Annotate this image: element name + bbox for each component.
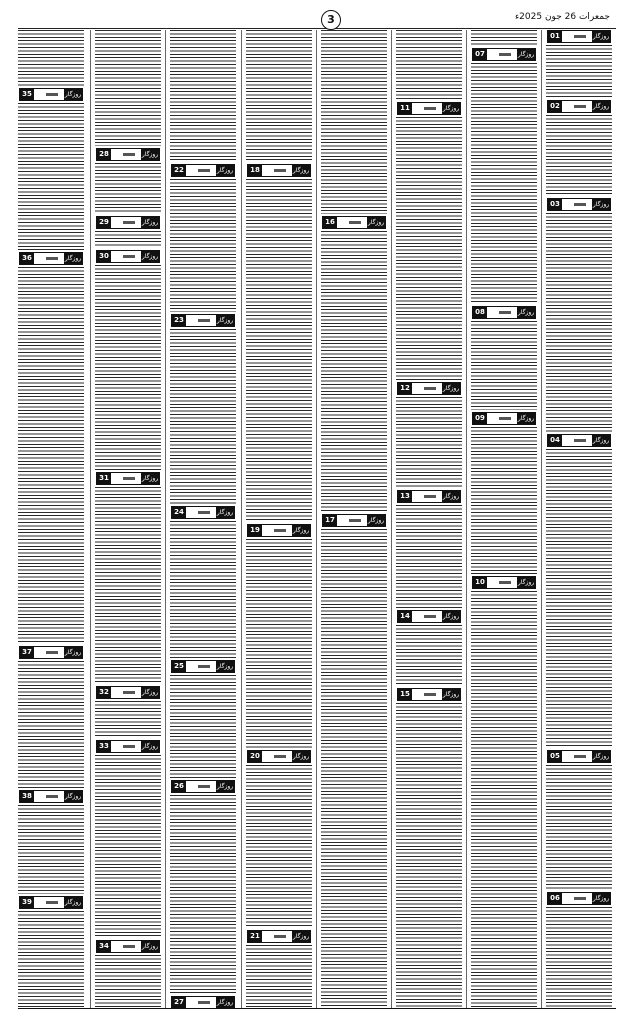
- badge-label: [111, 687, 141, 698]
- ad-text-block: [170, 179, 236, 312]
- page-number: 3: [321, 10, 341, 30]
- ad-number-badge: [19, 252, 83, 265]
- badge-label: [34, 89, 64, 100]
- ad-number: 04: [548, 435, 562, 446]
- badge-label: [412, 383, 442, 394]
- ad-number-badge: [472, 306, 536, 319]
- ad-number: 22: [172, 165, 186, 176]
- badge-logo: روزگار: [517, 415, 535, 422]
- ad-number-badge: [19, 896, 83, 909]
- ad-number-badge: [547, 750, 611, 763]
- footer-rule: [18, 1008, 616, 1009]
- badge-label: [186, 165, 216, 176]
- badge-logo: روزگار: [64, 649, 82, 656]
- ad-number-badge: [96, 148, 160, 161]
- ad-number-badge: [472, 48, 536, 61]
- ad-number-badge: [171, 660, 235, 673]
- badge-logo: روزگار: [292, 527, 310, 534]
- badge-label: [186, 997, 216, 1008]
- ad-text-block: [396, 117, 462, 380]
- column-rule: [165, 30, 166, 1008]
- column-rule: [391, 30, 392, 1008]
- ad-text-block: [396, 703, 462, 1008]
- ad-number: 08: [473, 307, 487, 318]
- badge-label: [111, 251, 141, 262]
- badge-logo: روزگار: [367, 219, 385, 226]
- ad-number: 27: [172, 997, 186, 1008]
- ad-text-block: [18, 911, 84, 1008]
- ad-number-badge: [547, 30, 611, 43]
- ad-number-badge: [171, 780, 235, 793]
- badge-label: [412, 611, 442, 622]
- badge-logo: روزگار: [141, 151, 159, 158]
- badge-label: [487, 49, 517, 60]
- badge-logo: روزگار: [367, 517, 385, 524]
- badge-logo: روزگار: [216, 317, 234, 324]
- classified-columns: [18, 30, 616, 1008]
- badge-logo: روزگار: [292, 933, 310, 940]
- ad-number-badge: [171, 164, 235, 177]
- badge-logo: روزگار: [592, 895, 610, 902]
- ad-text-block: [170, 329, 236, 504]
- ad-number: 29: [97, 217, 111, 228]
- column-rule: [541, 30, 542, 1008]
- ad-number-badge: [547, 892, 611, 905]
- ad-number-badge: [247, 930, 311, 943]
- ad-number-badge: [397, 102, 461, 115]
- ad-number: 17: [323, 515, 337, 526]
- ad-text-block: [546, 907, 612, 1008]
- ad-number-badge: [96, 250, 160, 263]
- ad-number: 10: [473, 577, 487, 588]
- badge-label: [562, 31, 592, 42]
- badge-label: [487, 307, 517, 318]
- ad-text-block: [471, 427, 537, 574]
- badge-logo: روزگار: [592, 437, 610, 444]
- ad-number-badge: [472, 576, 536, 589]
- ad-number: 09: [473, 413, 487, 424]
- badge-logo: روزگار: [64, 793, 82, 800]
- badge-label: [186, 781, 216, 792]
- badge-label: [487, 413, 517, 424]
- ad-number-badge: [19, 88, 83, 101]
- ad-number-badge: [472, 412, 536, 425]
- badge-logo: روزگار: [442, 385, 460, 392]
- ad-number: 33: [97, 741, 111, 752]
- column-rule: [316, 30, 317, 1008]
- badge-label: [34, 897, 64, 908]
- ad-number-badge: [247, 164, 311, 177]
- badge-logo: روزگار: [141, 689, 159, 696]
- ad-number: 23: [172, 315, 186, 326]
- badge-logo: روزگار: [216, 509, 234, 516]
- ad-text-block: [546, 45, 612, 98]
- ad-number-badge: [247, 524, 311, 537]
- ad-text-block: [246, 30, 312, 162]
- ad-number: 14: [398, 611, 412, 622]
- badge-logo: روزگار: [517, 309, 535, 316]
- badge-label: [337, 515, 367, 526]
- column-4: [246, 30, 312, 1008]
- ad-text-block: [321, 529, 387, 1008]
- ad-number-badge: [171, 996, 235, 1008]
- column-rule: [90, 30, 91, 1008]
- ad-number: 01: [548, 31, 562, 42]
- ad-number: 06: [548, 893, 562, 904]
- ad-text-block: [471, 30, 537, 46]
- badge-label: [562, 751, 592, 762]
- badge-label: [262, 931, 292, 942]
- badge-logo: روزگار: [592, 33, 610, 40]
- ad-number: 05: [548, 751, 562, 762]
- ad-number: 02: [548, 101, 562, 112]
- ad-number: 32: [97, 687, 111, 698]
- ad-text-block: [246, 539, 312, 748]
- column-2: [95, 30, 161, 1008]
- column-1: [18, 30, 84, 1008]
- badge-label: [487, 577, 517, 588]
- badge-label: [262, 751, 292, 762]
- ad-text-block: [546, 115, 612, 196]
- ad-number: 07: [473, 49, 487, 60]
- badge-label: [337, 217, 367, 228]
- ad-number-badge: [19, 646, 83, 659]
- ad-text-block: [396, 397, 462, 488]
- badge-logo: روزگار: [442, 493, 460, 500]
- badge-label: [562, 101, 592, 112]
- ad-number-badge: [397, 688, 461, 701]
- badge-label: [111, 149, 141, 160]
- ad-text-block: [170, 30, 236, 162]
- badge-logo: روزگار: [216, 167, 234, 174]
- ad-text-block: [18, 30, 84, 86]
- ad-number-badge: [397, 382, 461, 395]
- ad-text-block: [471, 321, 537, 410]
- column-5: [321, 30, 387, 1008]
- ad-number: 31: [97, 473, 111, 484]
- ad-number: 21: [248, 931, 262, 942]
- ad-number: 13: [398, 491, 412, 502]
- ad-number: 34: [97, 941, 111, 952]
- ad-number: 30: [97, 251, 111, 262]
- ad-number-badge: [171, 314, 235, 327]
- column-3: [170, 30, 236, 1008]
- badge-logo: روزگار: [292, 753, 310, 760]
- column-7: [471, 30, 537, 1008]
- ad-text-block: [95, 30, 161, 146]
- column-rule: [466, 30, 467, 1008]
- column-6: [396, 30, 462, 1008]
- ad-number-badge: [397, 610, 461, 623]
- ad-number: 12: [398, 383, 412, 394]
- ad-number-badge: [547, 198, 611, 211]
- badge-logo: روزگار: [141, 943, 159, 950]
- column-rule: [241, 30, 242, 1008]
- badge-logo: روزگار: [216, 663, 234, 670]
- badge-label: [262, 525, 292, 536]
- badge-label: [111, 473, 141, 484]
- ad-number-badge: [96, 940, 160, 953]
- badge-label: [34, 647, 64, 658]
- ad-text-block: [95, 163, 161, 214]
- ad-number-badge: [322, 514, 386, 527]
- page-header: [18, 10, 616, 29]
- ad-number-badge: [96, 472, 160, 485]
- ad-text-block: [95, 231, 161, 248]
- ad-text-block: [170, 675, 236, 778]
- ad-number: 26: [172, 781, 186, 792]
- badge-logo: روزگار: [592, 103, 610, 110]
- badge-logo: روزگار: [592, 201, 610, 208]
- ad-text-block: [546, 765, 612, 890]
- ad-number: 28: [97, 149, 111, 160]
- ad-number: 15: [398, 689, 412, 700]
- badge-label: [34, 791, 64, 802]
- badge-label: [186, 507, 216, 518]
- ad-text-block: [546, 213, 612, 432]
- column-8: [546, 30, 612, 1008]
- badge-logo: روزگار: [64, 255, 82, 262]
- ad-number: 11: [398, 103, 412, 114]
- ad-number: 35: [20, 89, 34, 100]
- ad-number-badge: [171, 506, 235, 519]
- badge-logo: روزگار: [141, 219, 159, 226]
- badge-label: [186, 661, 216, 672]
- ad-text-block: [546, 449, 612, 748]
- badge-label: [412, 103, 442, 114]
- badge-label: [111, 217, 141, 228]
- ad-number: 24: [172, 507, 186, 518]
- badge-label: [34, 253, 64, 264]
- badge-logo: روزگار: [141, 253, 159, 260]
- ad-text-block: [396, 30, 462, 100]
- ad-number: 16: [323, 217, 337, 228]
- ad-text-block: [246, 945, 312, 1008]
- ad-text-block: [18, 267, 84, 644]
- ad-text-block: [471, 63, 537, 304]
- badge-logo: روزگار: [292, 167, 310, 174]
- ad-number: 20: [248, 751, 262, 762]
- ad-number: 37: [20, 647, 34, 658]
- badge-logo: روزگار: [517, 51, 535, 58]
- badge-logo: روزگار: [216, 999, 234, 1006]
- ad-number-badge: [322, 216, 386, 229]
- ad-number-badge: [96, 216, 160, 229]
- badge-logo: روزگار: [592, 753, 610, 760]
- ad-number-badge: [247, 750, 311, 763]
- ad-number-badge: [19, 790, 83, 803]
- ad-number-badge: [397, 490, 461, 503]
- ad-number: 25: [172, 661, 186, 672]
- badge-logo: روزگار: [216, 783, 234, 790]
- ad-text-block: [95, 955, 161, 1008]
- badge-label: [412, 689, 442, 700]
- ad-number-badge: [547, 100, 611, 113]
- ad-text-block: [95, 487, 161, 684]
- ad-text-block: [18, 661, 84, 788]
- ad-text-block: [95, 701, 161, 738]
- badge-logo: روزگار: [442, 691, 460, 698]
- header-date: جمعرات 26 جون 2025ء: [514, 12, 610, 22]
- ad-number-badge: [96, 686, 160, 699]
- ad-text-block: [396, 625, 462, 686]
- ad-text-block: [246, 765, 312, 928]
- badge-label: [562, 199, 592, 210]
- ad-text-block: [396, 505, 462, 608]
- ad-text-block: [321, 30, 387, 214]
- ad-number: 03: [548, 199, 562, 210]
- ad-number: 18: [248, 165, 262, 176]
- badge-label: [262, 165, 292, 176]
- badge-logo: روزگار: [141, 743, 159, 750]
- badge-label: [111, 941, 141, 952]
- ad-number: 36: [20, 253, 34, 264]
- badge-logo: روزگار: [64, 899, 82, 906]
- badge-logo: روزگار: [442, 105, 460, 112]
- ad-number-badge: [96, 740, 160, 753]
- badge-label: [186, 315, 216, 326]
- ad-number-badge: [547, 434, 611, 447]
- ad-text-block: [170, 795, 236, 994]
- ad-text-block: [18, 103, 84, 250]
- ad-text-block: [18, 805, 84, 894]
- badge-label: [111, 741, 141, 752]
- badge-label: [562, 893, 592, 904]
- badge-label: [412, 491, 442, 502]
- badge-logo: روزگار: [64, 91, 82, 98]
- badge-label: [562, 435, 592, 446]
- ad-number: 38: [20, 791, 34, 802]
- ad-text-block: [170, 521, 236, 658]
- ad-text-block: [471, 591, 537, 1008]
- badge-logo: روزگار: [141, 475, 159, 482]
- ad-text-block: [246, 179, 312, 522]
- ad-text-block: [321, 231, 387, 512]
- ad-number: 39: [20, 897, 34, 908]
- badge-logo: روزگار: [442, 613, 460, 620]
- ad-text-block: [95, 265, 161, 470]
- ad-number: 19: [248, 525, 262, 536]
- badge-logo: روزگار: [517, 579, 535, 586]
- ad-text-block: [95, 755, 161, 938]
